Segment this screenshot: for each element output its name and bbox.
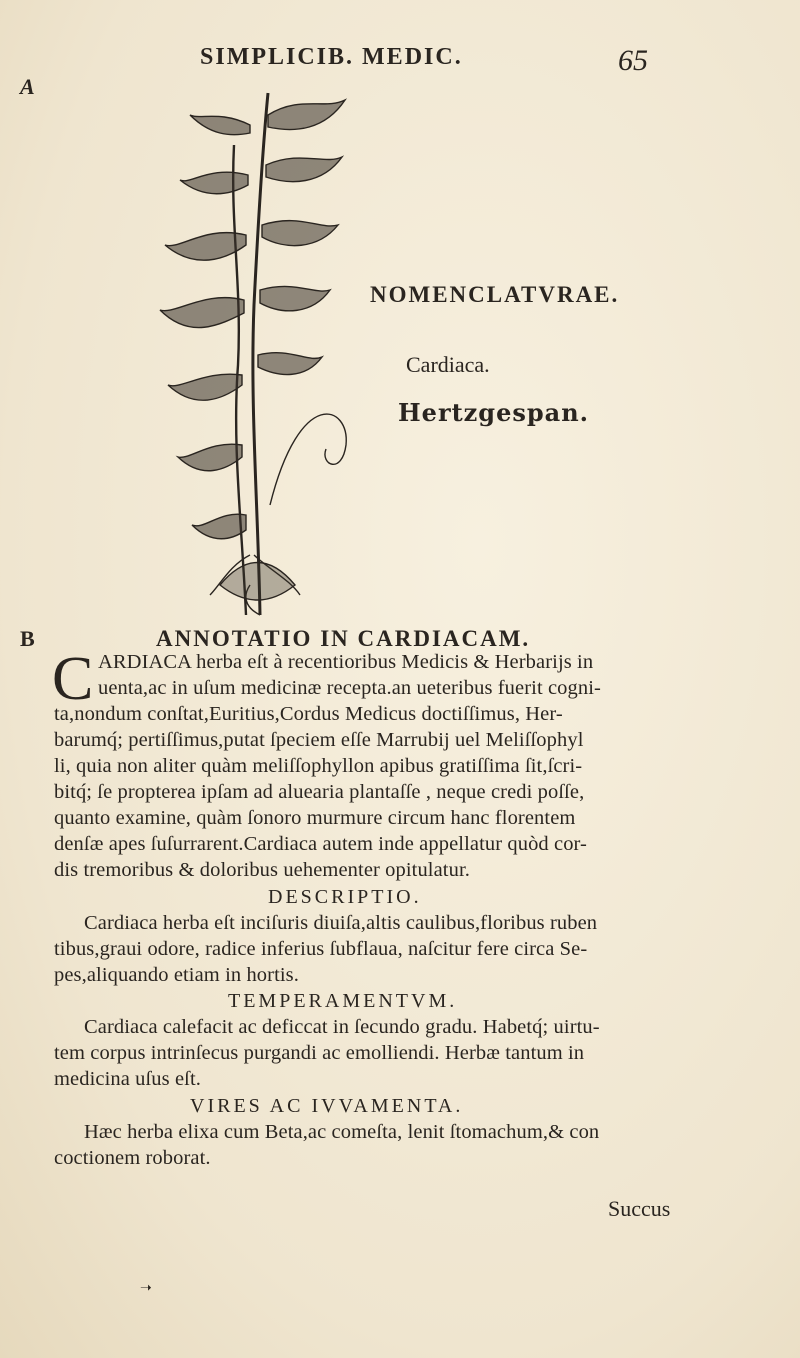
catchword: Succus [608,1196,671,1221]
temperamentum-heading: TEMPERAMENTVM. [228,990,458,1012]
annotatio-line: ta,nondum conſtat,Euritius,Cordus Medicus doctiſſimus, Her- [54,703,563,725]
latin-name: Cardiaca. [406,352,490,377]
vires-heading: VIRES AC IVVAMENTA. [190,1095,464,1117]
annotatio-line: barumq́; pertiſſimus,putat ſpeciem eſſe Marrubij uel Meliſſophyl [54,729,584,751]
descriptio-line: pes,aliquando etiam in hortis. [54,964,299,986]
german-name: Hertzgespan. [398,398,590,427]
arrow-mark-icon: ➝ [140,1281,152,1296]
herb-plant-woodcut-icon [150,85,360,620]
annotatio-line: bitq́; ſe propterea ipſam ad aluearia plantaſſe , neque credi poſſe, [54,781,585,803]
margin-letter-b: B [20,626,35,651]
descriptio-line: Cardiaca herba eſt inciſuris diuiſa,altis caulibus,floribus ruben [84,912,598,934]
running-header: SIMPLICIB. MEDIC. [200,44,463,70]
page-number: 65 [618,44,648,77]
temperamentum-line: tem corpus intrinſecus purgandi ac emolliendi. Herbæ tantum in [54,1042,585,1064]
vires-line: Hæc herba elixa cum Beta,ac comeſta, lenit ſtomachum,& con [84,1121,600,1143]
drop-cap: C [52,645,94,713]
vires-line: coctionem roborat. [54,1147,211,1169]
descriptio-line: tibus,graui odore, radice inferius ſubflaua, naſcitur fere circa Se- [54,938,588,960]
annotatio-line: quanto examine, quàm ſonoro murmure circum hanc florentem [54,807,576,829]
descriptio-heading: DESCRIPTIO. [268,886,422,908]
temperamentum-line: Cardiaca calefacit ac deficcat in ſecundo gradu. Habetq́; uirtu- [84,1016,600,1038]
annotatio-line: denſæ apes ſuſurrarent.Cardiaca autem inde appellatur quòd cor- [54,833,587,855]
annotatio-line: dis tremoribus & doloribus uehementer opitulatur. [54,859,470,881]
annotatio-line: ARDIACA herba eſt à recentioribus Medicis & Herbarijs in [98,651,594,673]
nomenclature-heading: NOMENCLATVRAE. [370,282,620,307]
annotatio-heading: ANNOTATIO IN CARDIACAM. [156,626,531,651]
annotatio-line: li, quia non aliter quàm meliſſophyllon apibus gratiſſima ſit,ſcri- [54,755,583,777]
annotatio-line: uenta,ac in uſum medicinæ recepta.an ueteribus fuerit cogni- [98,677,601,699]
temperamentum-line: medicina uſus eſt. [54,1068,201,1090]
margin-letter-a: A [20,74,35,99]
